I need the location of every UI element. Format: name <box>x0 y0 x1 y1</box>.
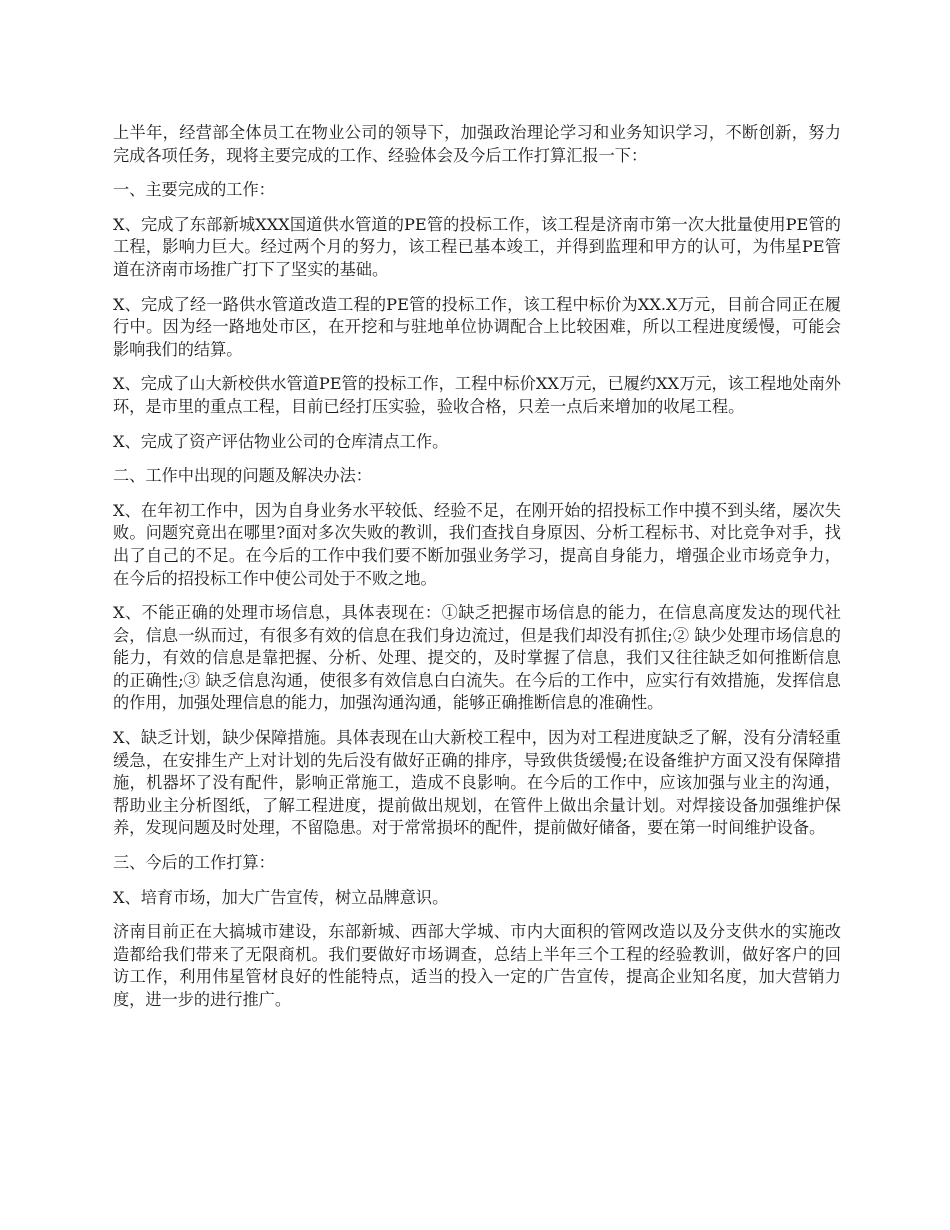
section-heading-completed-work: 一、主要完成的工作： <box>113 180 275 200</box>
section-heading-problems: 二、工作中出现的问题及解决办法： <box>113 466 372 486</box>
plan-item-paragraph: X、培育市场，加大广告宣传，树立品牌意识。 <box>113 887 449 907</box>
problem-item-paragraph: X、不能正确的处理市场信息，具体表现在：①缺乏把握市场信息的能力，在信息高度发达的现代社会，信息一纵而过，有很多有效的信息在我们身边流过，但是我们却没有抓住;② 缺少处理市场信息的能力，有效的信息是靠把握、分析、处理、提交的，及时掌握了信息，我们又往往缺乏如何推断信息的正确性;③ 缺乏信息沟通，使很多有效信息白白流失。在今后的工作中，应实行有效措施，发挥信息的作用，加强处理信息的能力，加强沟通沟通，能够正确推断信息的准确性。 <box>113 603 841 713</box>
problem-item-paragraph: X、缺乏计划，缺少保障措施。具体表现在山大新校工程中，因为对工程进度缺乏了解，没有分清轻重缓急，在安排生产上对计划的先后没有做好正确的排序，导致供货缓慢;在设备维护方面又没有保障措施，机器坏了没有配件，影响正常施工，造成不良影响。在今后的工作中，应该加强与业主的沟通，帮助业主分析图纸，了解工程进度，提前做出规划，在管件上做出余量计划。对焊接设备加强维护保养，发现问题及时处理，不留隐患。对于常常损坏的配件，提前做好储备，要在第一时间维护设备。 <box>113 728 841 838</box>
completed-item-paragraph: X、完成了经一路供水管道改造工程的PE管的投标工作，该工程中标价为XX.X万元，目前合同正在履行中。因为经一路地处市区，在开挖和与驻地单位协调配合上比较困难，所以工程进度缓慢，可能会影响我们的结算。 <box>113 294 841 359</box>
intro-paragraph: 上半年，经营部全体员工在物业公司的领导下，加强政治理论学习和业务知识学习，不断创新，努力完成各项任务，现将主要完成的工作、经验体会及今后工作打算汇报一下： <box>113 123 841 165</box>
completed-item-paragraph: X、完成了山大新校供水管道PE管的投标工作，工程中标价XX万元，已履约XX万元，该工程地处南外环，是市里的重点工程，目前已经打压实验，验收合格，只差一点后来增加的收尾工程。 <box>113 374 841 416</box>
section-heading-future-plans: 三、今后的工作打算： <box>113 853 275 873</box>
problem-item-paragraph: X、在年初工作中，因为自身业务水平较低、经验不足，在刚开始的招投标工作中摸不到头绪，屡次失败。问题究竟出在哪里?面对多次失败的教训，我们查找自身原因、分析工程标书、对比竞争对手，找出了自己的不足。在今后的工作中我们要不断加强业务学习，提高自身能力，增强企业市场竞争力，在今后的招投标工作中使公司处于不败之地。 <box>113 500 841 588</box>
completed-item-paragraph: X、完成了资产评估物业公司的仓库清点工作。 <box>113 431 449 451</box>
completed-item-paragraph: X、完成了东部新城XXX国道供水管道的PE管的投标工作，该工程是济南市第一次大批量使用PE管的工程，影响力巨大。经过两个月的努力，该工程已基本竣工，并得到监理和甲方的认可，为伟星PE管道在济南市场推广打下了坚实的基础。 <box>113 214 841 279</box>
plan-detail-paragraph: 济南目前正在大搞城市建设，东部新城、西部大学城、市内大面积的管网改造以及分支供水的实施改造都给我们带来了无限商机。我们要做好市场调查，总结上半年三个工程的经验教训，做好客户的回访工作，利用伟星管材良好的性能特点，适当的投入一定的广告宣传，提高企业知名度，加大营销力度，进一步的进行推广。 <box>113 922 841 1009</box>
document-body <box>113 122 841 1024</box>
